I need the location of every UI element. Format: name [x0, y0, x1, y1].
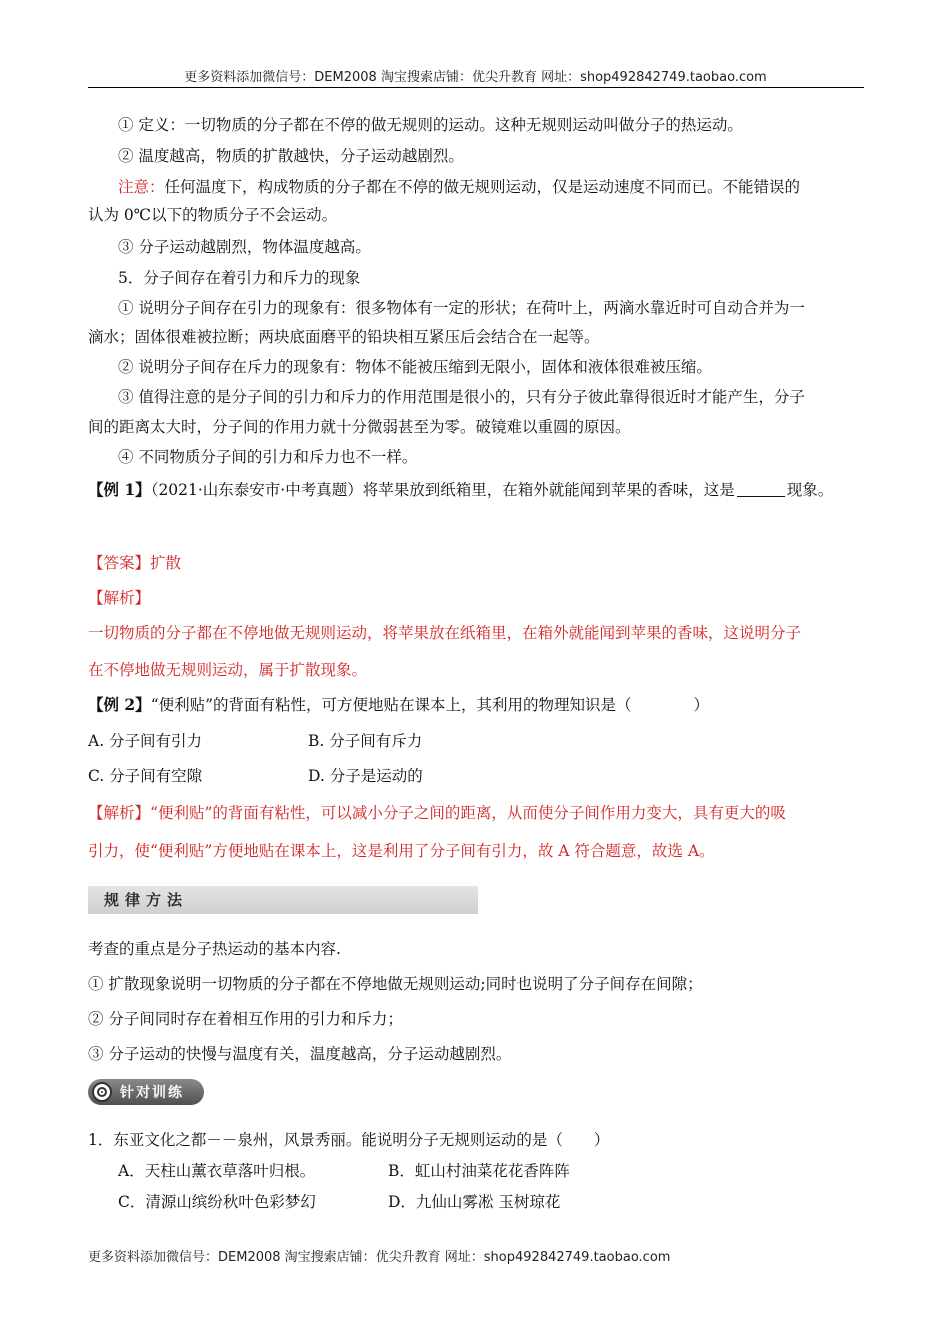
example-1-question-text: 将苹果放到纸箱里，在箱外就能闻到苹果的香味，这是	[362, 481, 735, 499]
note-label: 注意：	[118, 178, 165, 196]
range-continuation: 间的距离太大时，分子间的作用力就十分微弱甚至为零。破镜难以重圆的原因。	[88, 418, 631, 436]
temperature-line: ② 温度越高，物质的扩散越快，分子运动越剧烈。	[118, 147, 464, 165]
motion-line: ③ 分子运动越剧烈，物体温度越高。	[118, 238, 371, 256]
section-5-heading: 5．分子间存在着引力和斥力的现象	[118, 269, 361, 287]
example-1-analysis-2: 在不停地做无规则运动，属于扩散现象。	[88, 661, 368, 679]
example-2-label: 【例 2】	[88, 695, 151, 714]
example-2-option-c: C. 分子间有空隙	[88, 767, 203, 785]
note-text: 任何温度下，构成物质的分子都在不停的做无规则运动，仅是运动速度不同而已。不能错误的	[164, 178, 801, 196]
page-header: 更多资料添加微信号：DEM2008 淘宝搜索店铺：优尖升教育 网址：shop492842749.taobao.com	[184, 70, 767, 85]
range-line: ③ 值得注意的是分子间的引力和斥力的作用范围是很小的，只有分子彼此靠得很近时才能产生，分子	[118, 388, 805, 406]
example-2-analysis-1	[88, 802, 868, 824]
training-question-1: 1．东亚文化之都－－泉州，风景秀丽。能说明分子无规则运动的是（ ）	[88, 1131, 610, 1149]
answer-value: 扩散	[150, 554, 182, 572]
note-continuation: 认为 0℃以下的物质分子不会运动。	[88, 206, 338, 224]
training-option-a: A．天柱山薰衣草落叶归根。	[118, 1162, 316, 1180]
training-option-c: C．清源山缤纷秋叶色彩梦幻	[118, 1193, 316, 1211]
example-1-question-end: 现象。	[786, 481, 834, 499]
training-banner	[88, 1079, 204, 1105]
definition-line: ① 定义：一切物质的分子都在不停的做无规则的运动。这种无规则运动叫做分子的热运动。	[118, 116, 743, 134]
example-1-question	[88, 479, 868, 501]
answer-blank	[737, 482, 785, 497]
attraction-line: ① 说明分子间存在引力的现象有：很多物体有一定的形状；在荷叶上，两滴水靠近时可自动合并为一	[118, 299, 805, 317]
method-point-3: ③ 分子运动的快慢与温度有关，温度越高，分子运动越剧烈。	[88, 1045, 512, 1063]
example-2-analysis-text: “便利贴”的背面有粘性，可以减小分子之间的距离，从而使分子间作用力变大，具有更大的吸	[150, 804, 786, 822]
method-banner	[88, 886, 478, 914]
difference-line: ④ 不同物质分子间的引力和斥力也不一样。	[118, 448, 418, 466]
example-2-question	[88, 694, 868, 716]
example-1-answer	[88, 552, 868, 574]
page-footer: 更多资料添加微信号：DEM2008 淘宝搜索店铺：优尖升教育 网址：shop492842749.taobao.com	[88, 1250, 671, 1265]
example-2-option-a: A. 分子间有引力	[88, 732, 203, 750]
answer-label: 【答案】	[88, 554, 151, 572]
example-2-question-text: “便利贴”的背面有粘性，可方便地贴在课本上，其利用的物理知识是（ ）	[150, 696, 710, 714]
example-2-option-d: D. 分子是运动的	[308, 767, 423, 785]
training-banner-title: 针对训练	[120, 1085, 184, 1101]
example-1-analysis-1: 一切物质的分子都在不停地做无规则运动，将苹果放在纸箱里，在箱外就能闻到苹果的香味，这说明分子	[88, 624, 802, 642]
example-2-option-b: B. 分子间有斥力	[308, 732, 423, 750]
example-2-analysis-2: 引力，使“便利贴”方便地贴在课本上，这是利用了分子间有引力，故 A 符合题意，故选 A。	[88, 842, 715, 860]
attraction-continuation: 滴水；固体很难被拉断；两块底面磨平的铅块相互紧压后会结合在一起等。	[88, 328, 600, 346]
repulsion-line: ② 说明分子间存在斥力的现象有：物体不能被压缩到无限小，固体和液体很难被压缩。	[118, 358, 712, 376]
example-2-analysis-label: 【解析】	[88, 804, 151, 822]
note-line	[118, 176, 898, 198]
method-point-1: ① 扩散现象说明一切物质的分子都在不停地做无规则运动;同时也说明了分子间存在间隙；	[88, 975, 703, 993]
example-1-analysis-label: 【解析】	[88, 589, 151, 607]
example-1-source: （2021·山东泰安市·中考真题）	[150, 481, 363, 499]
target-icon	[92, 1082, 112, 1102]
header-divider	[88, 87, 864, 88]
training-option-b: B．虹山村油菜花花香阵阵	[388, 1162, 570, 1180]
training-option-d: D．九仙山雾凇 玉树琼花	[388, 1193, 561, 1211]
method-intro: 考查的重点是分子热运动的基本内容.	[88, 940, 341, 958]
example-1-label: 【例 1】	[88, 480, 151, 499]
method-banner-title: 规律方法	[104, 891, 189, 909]
method-point-2: ② 分子间同时存在着相互作用的引力和斥力；	[88, 1010, 403, 1028]
